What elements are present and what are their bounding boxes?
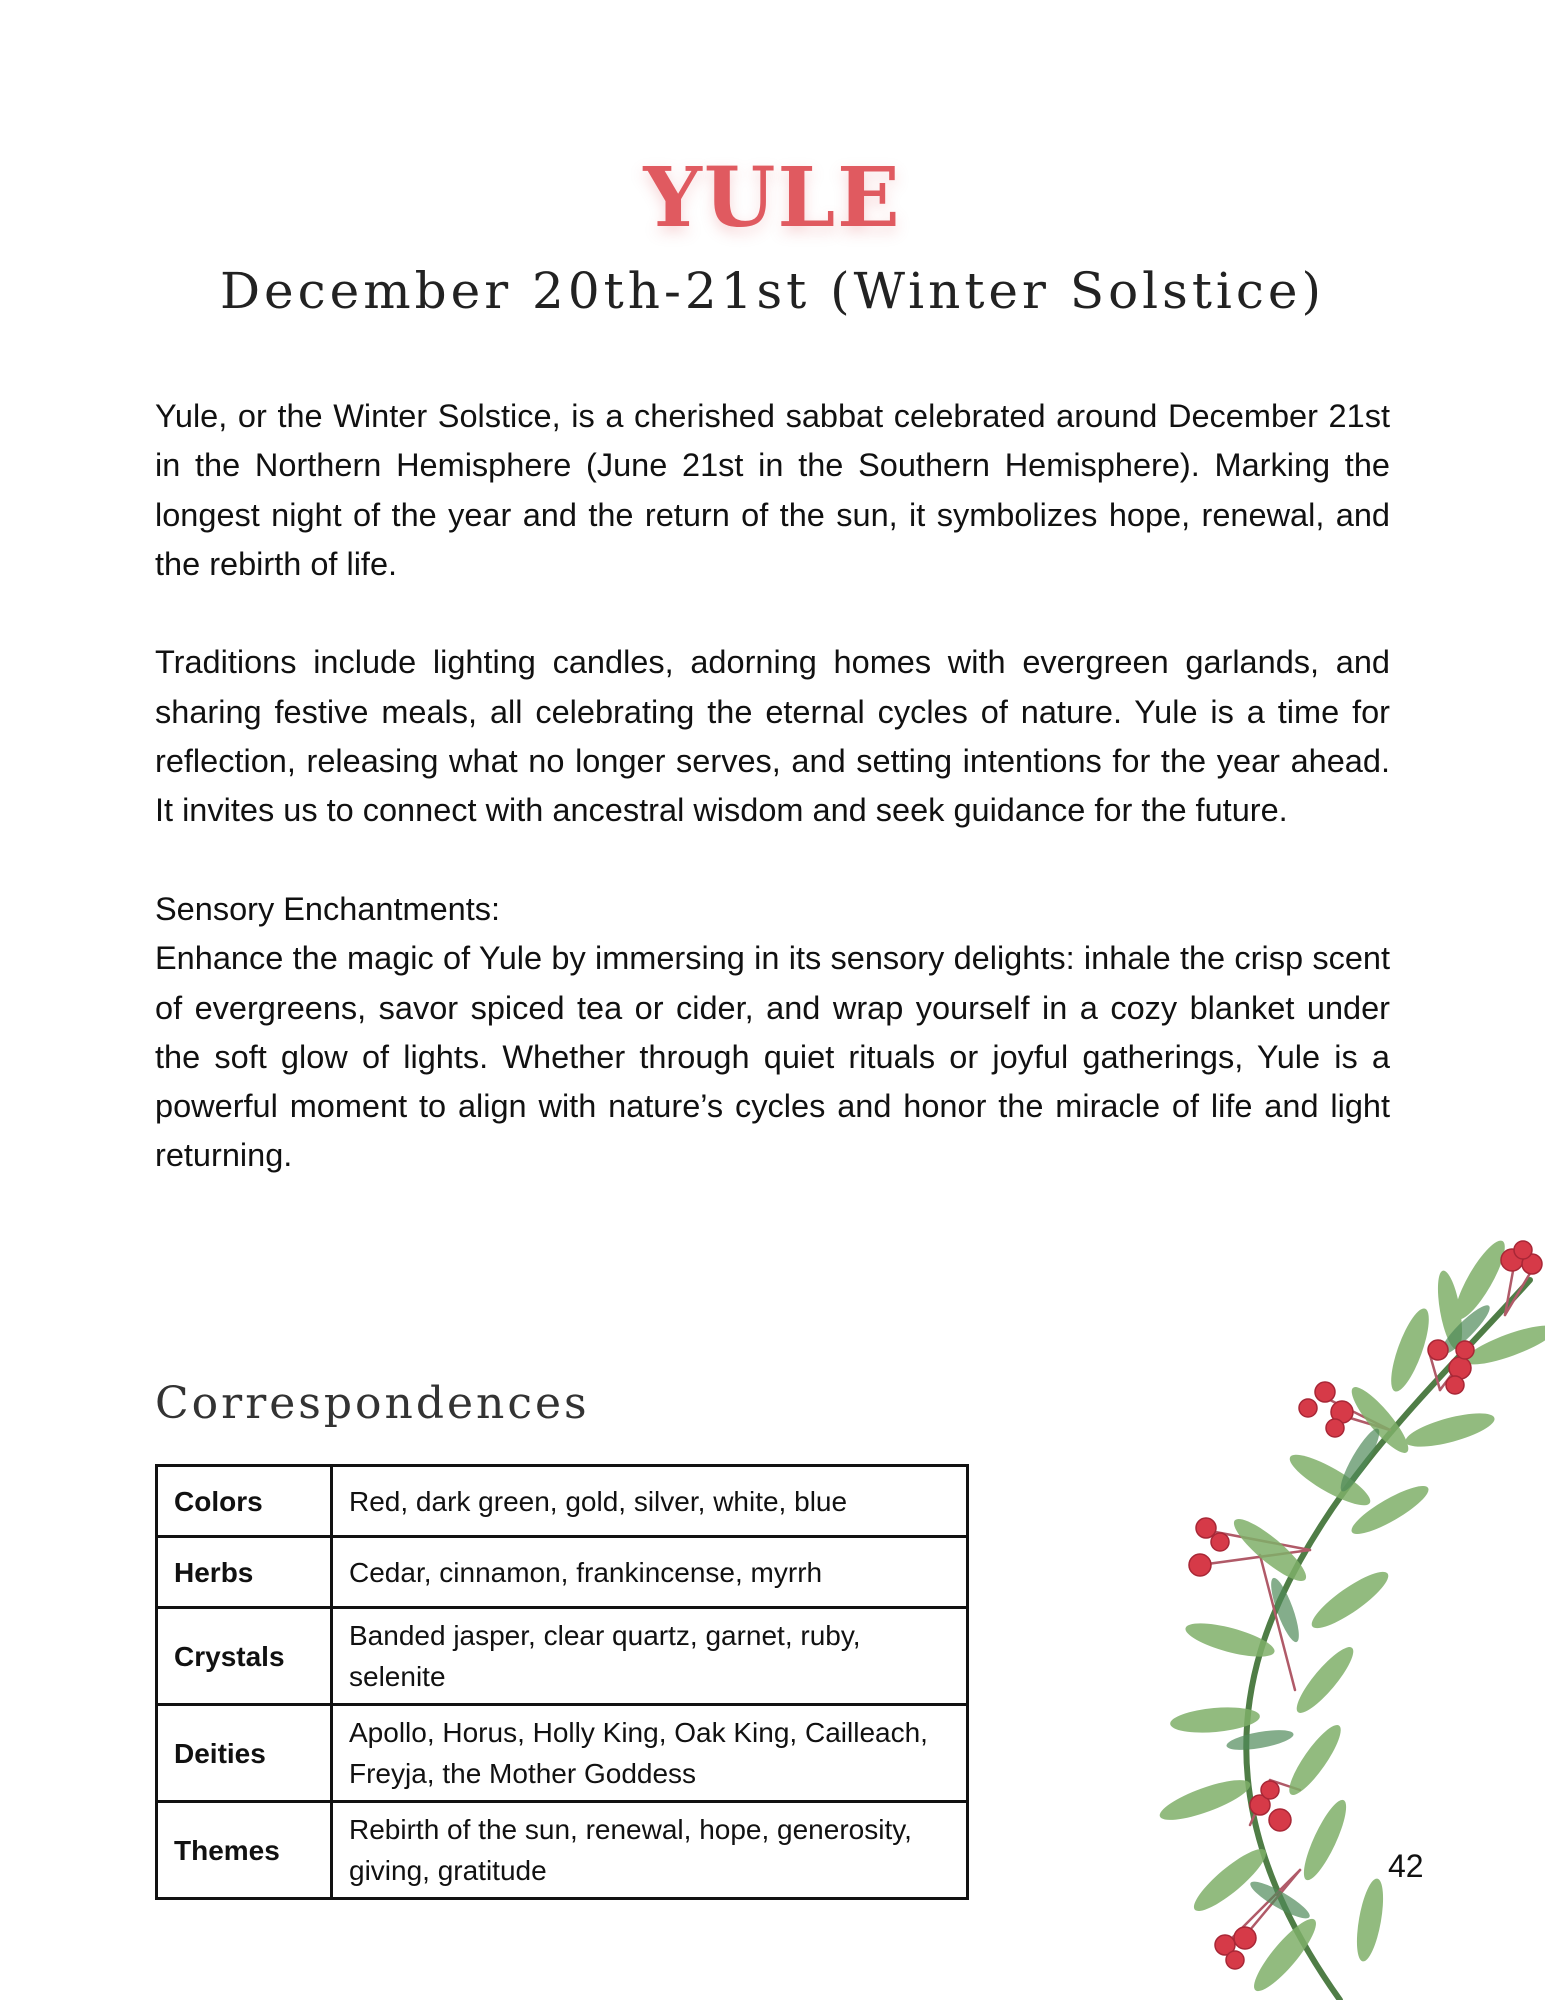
intro-paragraph: Yule, or the Winter Solstice, is a cherished sabbat celebrated around December 21st in the Northern Hemisphere (June 21st in the Southern Hemisphere). Marking the longest night of the year and the return of the sun, it symbolizes hope, renewal, and the rebirth of life. [155, 398, 1390, 582]
page-subtitle: December 20th-21st (Winter Solstice) [219, 262, 1326, 320]
table-row [157, 1466, 968, 1537]
row-key-deities: Deities [157, 1705, 332, 1802]
row-key-colors: Colors [157, 1466, 332, 1537]
traditions-paragraph: Traditions include lighting candles, adorning homes with evergreen garlands, and sharing festive meals, all celebrating the eternal cycles of nature. Yule is a time for reflection, releasing what no longer serves, and setting intentions for the year ahead. It invites us to connect with ancestral wisdom and seek guidance for the future. [155, 644, 1390, 829]
row-value-deities: Apollo, Horus, Holly King, Oak King, Cailleach, Freyja, the Mother Goddess [332, 1705, 968, 1802]
berry-wreath-illustration [1110, 1220, 1545, 2000]
wreath-stem [1246, 1280, 1530, 2000]
page-number: 42 [1388, 1848, 1424, 1884]
row-value-herbs: Cedar, cinnamon, frankincense, myrrh [332, 1537, 968, 1608]
row-value-crystals: Banded jasper, clear quartz, garnet, ruby, selenite [332, 1608, 968, 1705]
table-row [157, 1705, 968, 1802]
wreath-leaves [1156, 1235, 1545, 1998]
row-key-crystals: Crystals [157, 1608, 332, 1705]
row-key-herbs: Herbs [157, 1537, 332, 1608]
table-row [157, 1608, 968, 1705]
row-value-themes: Rebirth of the sun, renewal, hope, generosity, giving, gratitude [332, 1802, 968, 1899]
sensory-heading: Sensory Enchantments: [155, 890, 501, 927]
page-title: YULE [643, 150, 902, 246]
table-row [157, 1537, 968, 1608]
sensory-paragraph: Enhance the magic of Yule by immersing in its sensory delights: inhale the crisp scent of evergreens, savor spiced tea or cider, and wrap yourself in a cozy blanket under the soft glow of lights. Whether through quiet rituals or joyful gatherings, Yule is a powerful moment to align with nature’s cycles and honor the miracle of life and light returning. [155, 940, 1390, 1174]
row-value-colors: Red, dark green, gold, silver, white, blue [332, 1466, 968, 1537]
table-row [157, 1802, 968, 1899]
row-key-themes: Themes [157, 1802, 332, 1899]
correspondences-heading: Correspondences [155, 1378, 590, 1429]
correspondences-table [155, 1464, 969, 1900]
body-text [155, 392, 1390, 1181]
sensory-section [155, 885, 1390, 1181]
